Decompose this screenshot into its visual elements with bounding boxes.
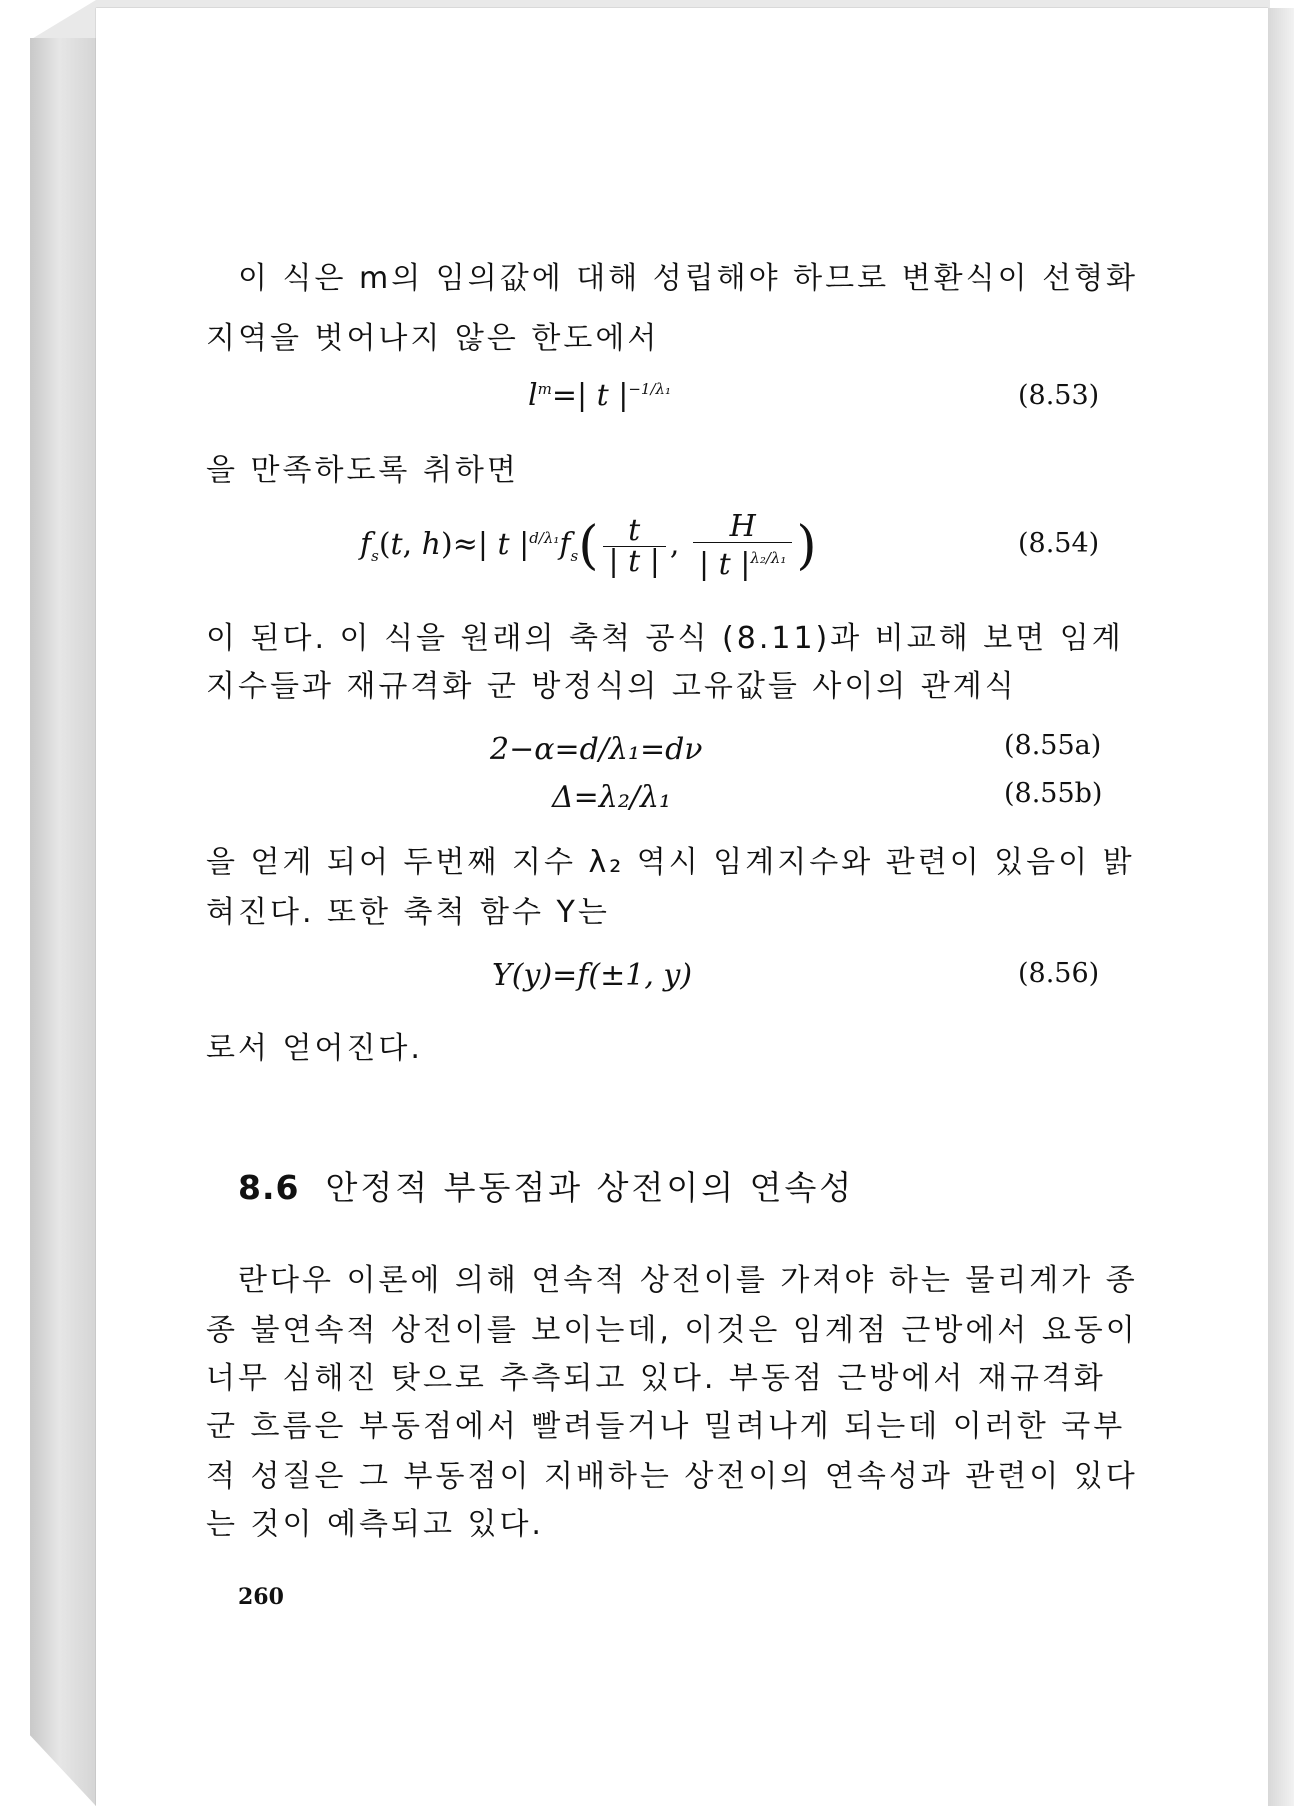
equation-8-54-label: (8.54) (1018, 528, 1100, 559)
para6-line5: 적 성질은 그 부동점이 지배하는 상전이의 연속성과 관련이 있다 (206, 1459, 1138, 1494)
para2-line1: 을 만족하도록 취하면 (206, 453, 519, 488)
para4-line1: 을 얻게 되어 두번째 지수 λ₂ 역시 임계지수와 관련이 있음이 밝 (206, 845, 1135, 880)
equation-8-55a: 2−α=d/λ₁=dν (490, 732, 703, 767)
equation-8-53: $l^m=|$ t $|^{-1/\lambda_1}$ (528, 378, 672, 413)
para1-line1: 이 식은 m의 임의값에 대해 성립해야 하므로 변환식이 선형화 (238, 261, 1139, 296)
equation-8-56-label: (8.56) (1018, 958, 1100, 989)
para6-line3: 너무 심해진 탓으로 추측되고 있다. 부동점 근방에서 재규격화 (206, 1361, 1106, 1396)
page-right-edge (1268, 8, 1294, 1806)
page-number: 260 (238, 1584, 284, 1610)
section-number: 8.6 (238, 1168, 300, 1207)
equation-8-55b-label: (8.55b) (1004, 778, 1103, 809)
equation-8-55b: Δ=λ₂/λ₁ (552, 780, 671, 815)
para6-line1: 란다우 이론에 의해 연속적 상전이를 가져야 하는 물리계가 종 (238, 1263, 1138, 1298)
section-title: 안정적 부동점과 상전이의 연속성 (325, 1168, 855, 1207)
para3-line1: 이 된다. 이 식을 원래의 축척 공식 (8.11)과 비교해 보면 임계 (206, 621, 1124, 656)
para5-line1: 로서 얻어진다. (206, 1031, 423, 1066)
equation-8-53-label: (8.53) (1018, 380, 1100, 411)
para4-line2: 혀진다. 또한 축척 함수 Y는 (206, 895, 610, 930)
para1-line2: 지역을 벗어나지 않은 한도에서 (206, 321, 660, 356)
book-spine (30, 38, 96, 1806)
equation-8-55a-label: (8.55a) (1004, 730, 1102, 761)
equation-8-56: Y(y)=f(±1, y) (492, 958, 693, 993)
para6-line4: 군 흐름은 부동점에서 빨려들거나 밀려나게 되는데 이러한 국부 (206, 1409, 1126, 1444)
para6-line6: 는 것이 예측되고 있다. (206, 1507, 544, 1542)
para6-line2: 종 불연속적 상전이를 보이는데, 이것은 임계점 근방에서 요동이 (206, 1313, 1138, 1348)
para3-line2: 지수들과 재규격화 군 방정식의 고유값들 사이의 관계식 (206, 669, 1017, 704)
equation-8-54: $f_s(t$, h)≈| t $|^{d/\lambda_1}f_s$( $\frac{t}{| t |}$ , $\frac{H}{| t |^{\lambda_2/\lambda_1}}$ ) (360, 509, 817, 582)
section-heading (238, 1162, 854, 1209)
